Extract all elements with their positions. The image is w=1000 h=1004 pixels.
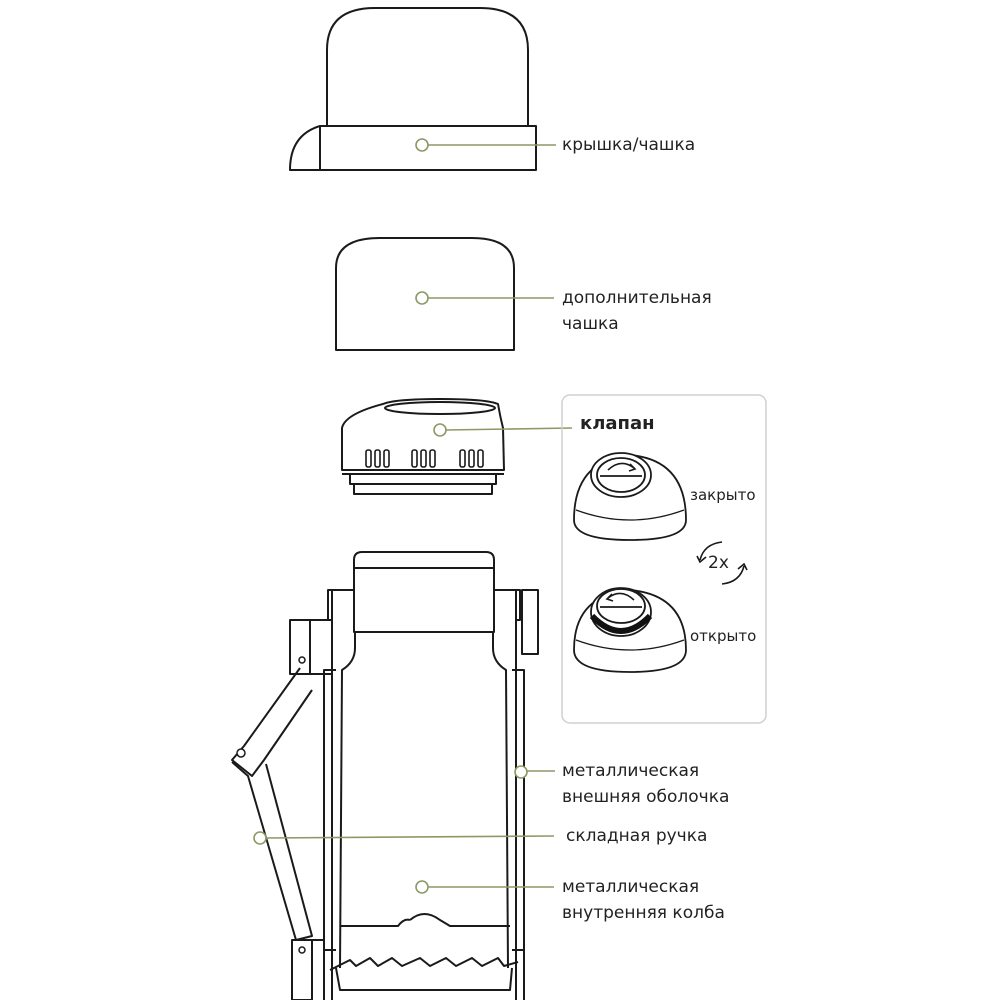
label-handle: складная ручка bbox=[566, 826, 708, 846]
label-outer-shell-line1: металлическая bbox=[562, 761, 700, 781]
label-extra-cup-line2: чашка bbox=[562, 314, 619, 334]
label-rotate-count: 2x bbox=[708, 553, 729, 573]
marker-handle bbox=[254, 832, 266, 844]
pivot-bottom-icon bbox=[299, 947, 305, 953]
label-closed: закрыто bbox=[690, 486, 756, 504]
label-extra-cup-line1: дополнительная bbox=[562, 288, 712, 308]
label-valve: клапан bbox=[580, 413, 655, 434]
marker-outer-shell bbox=[515, 766, 527, 778]
marker-lid-cup bbox=[416, 139, 428, 151]
pivot-mid-icon bbox=[237, 749, 245, 757]
label-outer-shell-line2: внешняя оболочка bbox=[562, 787, 730, 807]
label-open: открыто bbox=[690, 627, 757, 645]
label-inner-flask-line2: внутренняя колба bbox=[562, 903, 725, 923]
valve-panel bbox=[562, 395, 766, 723]
leader-handle bbox=[266, 836, 554, 838]
marker-valve bbox=[434, 424, 446, 436]
pivot-top-icon bbox=[299, 657, 305, 663]
marker-extra-cup bbox=[416, 292, 428, 304]
label-lid-cup: крышка/чашка bbox=[562, 135, 696, 155]
flask-body bbox=[324, 552, 524, 1000]
marker-inner-flask bbox=[416, 881, 428, 893]
leader-valve bbox=[446, 428, 572, 430]
valve-stopper bbox=[342, 399, 504, 494]
valve-open-illustration bbox=[574, 588, 686, 672]
folding-handle bbox=[232, 668, 324, 1000]
label-inner-flask-line1: металлическая bbox=[562, 877, 700, 897]
